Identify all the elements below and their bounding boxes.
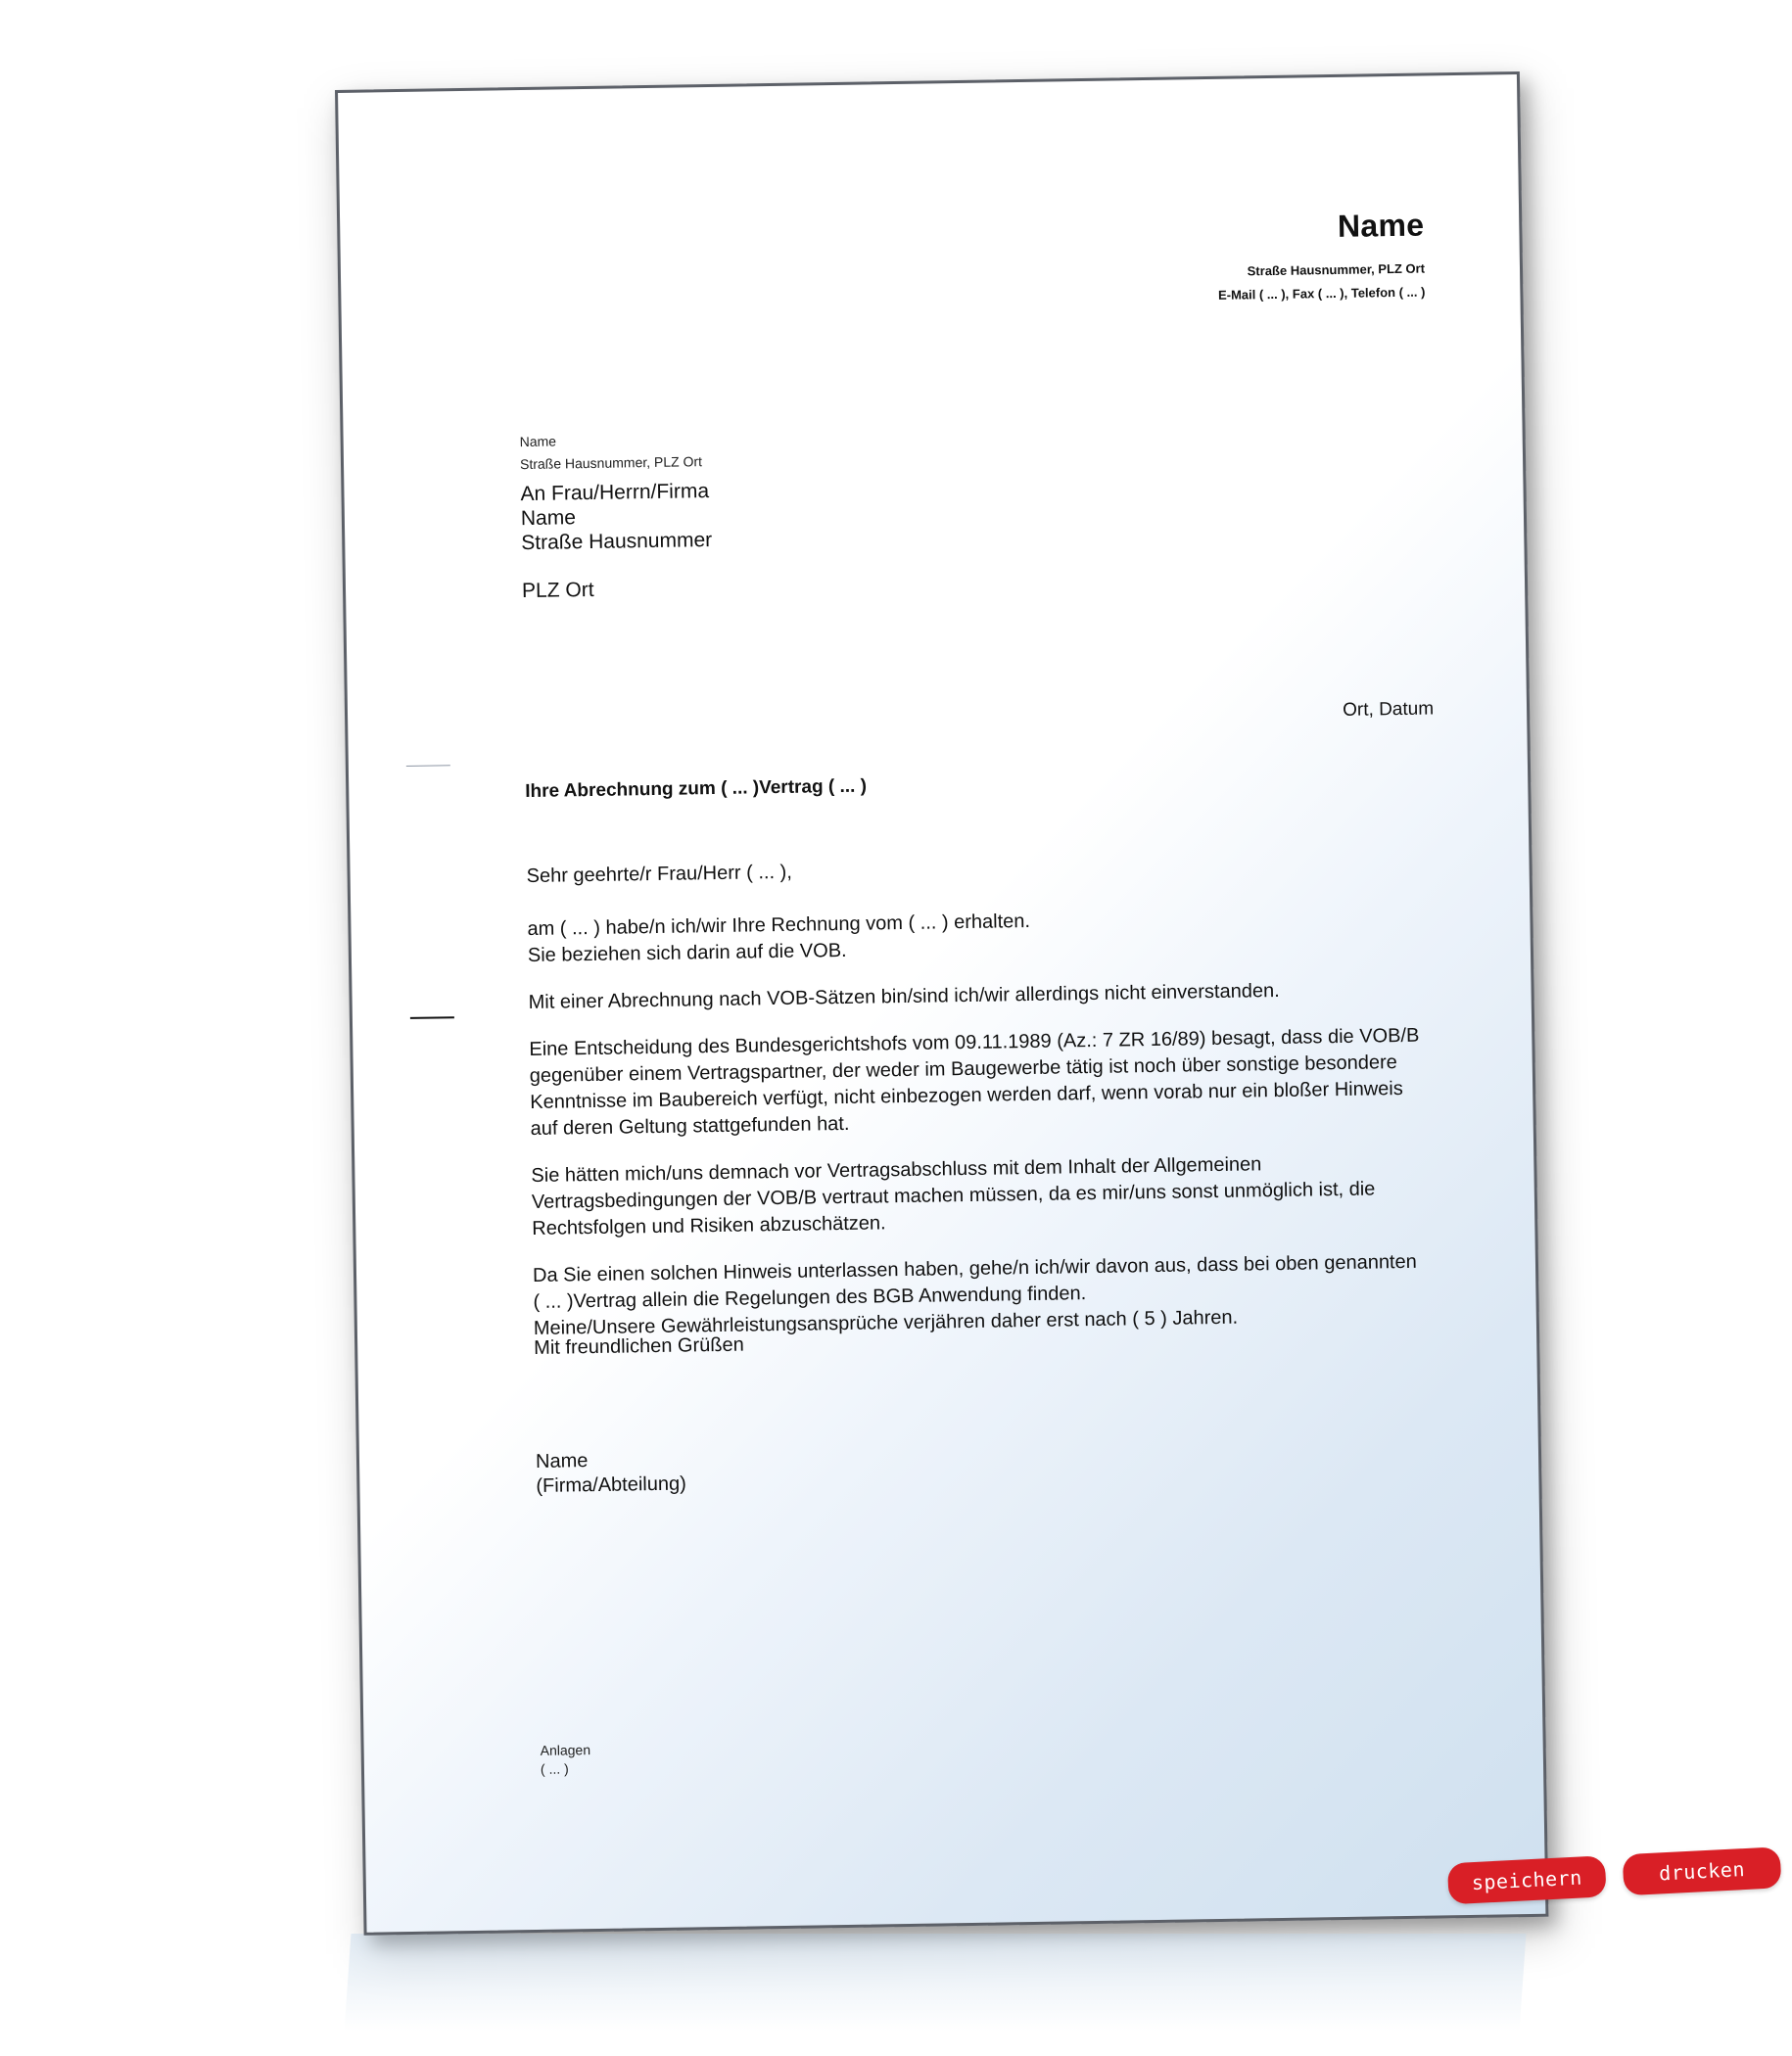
recipient-line-3: Straße Hausnummer (521, 529, 713, 555)
print-button[interactable]: drucken (1623, 1846, 1782, 1895)
body-paragraph: Sie hätten mich/uns demnach vor Vertragsabschluss mit dem Inhalt der Allgemeinen Vertragsbedingungen der VOB/B vertraut machen müssen, da es mir/uns sonst unmöglich ist, die Rechtsfolgen und Risiken abzuschätzen. (531, 1153, 1376, 1239)
sender-contact: E-Mail ( ... ), Fax ( ... ), Telefon ( ... ) (1217, 284, 1426, 303)
sender-name: Name (1337, 207, 1425, 244)
recipient-city: PLZ Ort (521, 578, 594, 603)
sender-letterhead (1217, 208, 1426, 307)
return-address-block (519, 428, 702, 476)
letter-body (526, 850, 1425, 1363)
recipient-line-1: An Frau/Herrn/Firma (520, 480, 710, 506)
letter-page (335, 71, 1746, 1936)
upper-fold-mark (406, 765, 450, 767)
return-address-name: Name (519, 433, 557, 450)
attachments-value: ( ... ) (540, 1760, 569, 1777)
closing: Mit freundlichen Grüßen (534, 1333, 744, 1359)
return-address-street-city: Straße Hausnummer, PLZ Ort (519, 453, 703, 473)
document-actions (1447, 1846, 1792, 1908)
body-paragraph: am ( ... ) habe/n ich/wir Ihre Rechnung vom ( ... ) erhalten. Sie beziehen sich darin auf die VOB. (527, 910, 1031, 967)
lower-fold-mark (410, 1016, 454, 1019)
letter-subject: Ihre Abrechnung zum ( ... )Vertrag ( ... ) (525, 775, 868, 803)
page-reflection (345, 1934, 1527, 2032)
sender-address: Straße Hausnummer, PLZ Ort (1247, 260, 1426, 279)
body-paragraph: Eine Entscheidung des Bundesgerichtshofs vom 09.11.1989 (Az.: 7 ZR 16/89) besagt, dass die VOB/B gegenüber einem Vertragspartner, der weder im Baugewerbe tätig ist noch über sonstige besondere Kenntnisse im Baubereich verfügt, nicht einbezogen werden darf, wenn vorab nur ein bloßer Hinweis auf deren Geltung stattgefunden hat. (529, 1024, 1420, 1140)
body-paragraph: Da Sie einen solchen Hinweis unterlassen haben, gehe/n ich/wir davon aus, dass bei oben genannten ( ... )Vertrag allein die Regelungen des BGB Anwendung finden. Meine/Unsere Gewährleistungsansprüche verjähren daher erst nach ( 5 ) Jahren. (532, 1250, 1417, 1339)
place-date: Ort, Datum (1343, 698, 1435, 721)
save-button[interactable]: speichern (1447, 1855, 1607, 1904)
signature-block (536, 1448, 686, 1499)
signature-department: (Firma/Abteilung) (536, 1472, 686, 1497)
recipient-address-block (520, 479, 713, 603)
attachments-label: Anlagen (540, 1742, 591, 1758)
signature-name: Name (535, 1450, 589, 1472)
salutation: Sehr geehrte/r Frau/Herr ( ... ), (526, 861, 792, 888)
attachments-block (541, 1741, 591, 1779)
body-paragraph: Mit einer Abrechnung nach VOB-Sätzen bin/sind ich/wir allerdings nicht einverstanden. (528, 979, 1280, 1014)
recipient-line-2: Name (520, 506, 577, 531)
